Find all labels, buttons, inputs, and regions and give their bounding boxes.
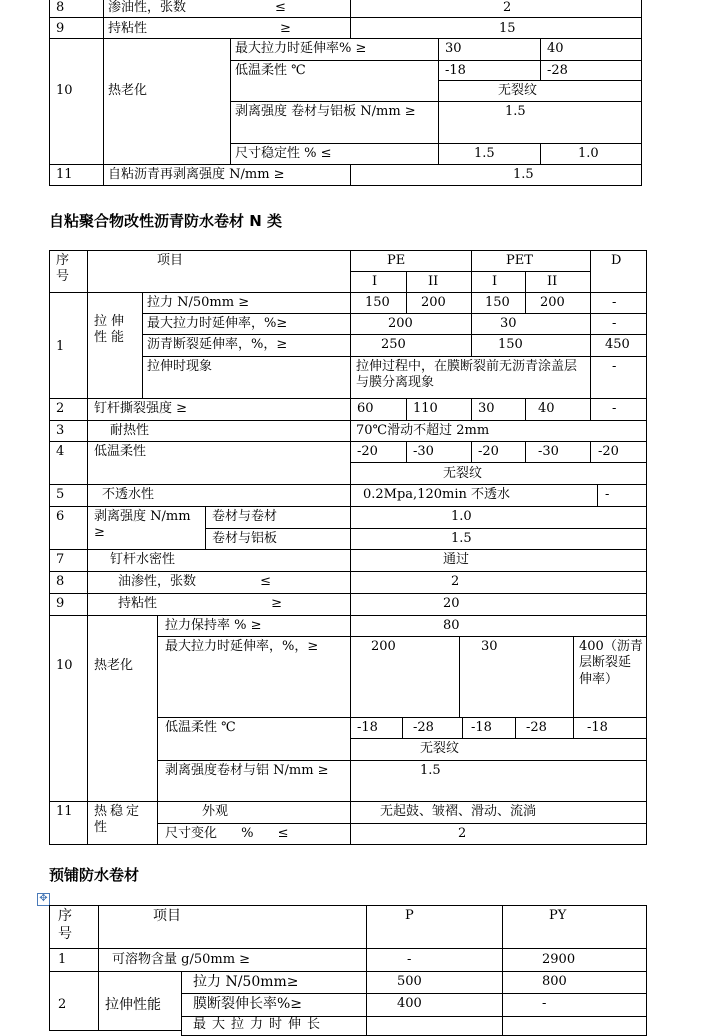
header-item: 项目	[153, 908, 181, 924]
row-no: 10	[56, 83, 73, 98]
value: -	[612, 316, 617, 331]
table-cell	[471, 313, 591, 335]
value: 110	[413, 401, 438, 416]
value: 250	[381, 337, 406, 352]
header-item: 项目	[157, 253, 184, 268]
value: 200	[388, 316, 413, 331]
table-move-handle-icon[interactable]: ✥	[37, 893, 50, 906]
sub-label: 最大拉力时伸长	[193, 1017, 327, 1032]
header-d: D	[611, 253, 622, 268]
header-no: 序号	[56, 253, 70, 285]
row-sym: ≤	[275, 0, 286, 15]
value: -20	[478, 444, 499, 459]
table-cell	[49, 593, 88, 616]
row-label: 不透水性	[102, 487, 155, 502]
table-cell	[350, 334, 472, 357]
value: 20	[443, 596, 460, 611]
table-cell	[49, 571, 88, 594]
row-no: 10	[56, 658, 73, 673]
value: -18	[471, 720, 492, 735]
value: 200	[371, 639, 396, 654]
table-cell	[350, 164, 642, 186]
sub-note: 无裂纹	[498, 83, 538, 98]
value: 500	[397, 974, 422, 989]
value: 1.0	[451, 509, 472, 524]
sub-label: 拉力 N/50mm≥	[193, 974, 299, 990]
sub-label: 最大拉力时延伸率，%，≥	[165, 639, 319, 654]
row-no: 8	[56, 574, 65, 589]
table-cell	[573, 717, 647, 739]
table-cell	[49, 484, 88, 507]
sub-value: 1.5	[505, 104, 526, 119]
value: 400（沥青层断裂延伸率）	[579, 639, 643, 687]
table-cell	[87, 250, 351, 293]
sub-label: 低温柔性 ℃	[235, 63, 306, 78]
value: 30	[478, 401, 495, 416]
value: -	[542, 996, 547, 1011]
value: 30	[500, 316, 517, 331]
row-value: 1.5	[513, 167, 534, 182]
value: 无起鼓、皱褶、滑动、流淌	[380, 804, 537, 819]
row-group: 拉伸性能	[105, 997, 161, 1013]
table-cell	[438, 80, 642, 102]
sub-label: 剥离强度卷材与铝 N/mm ≥	[165, 763, 329, 778]
value: -18	[357, 720, 378, 735]
row-label: 低温柔性	[94, 444, 147, 459]
section-heading: 自粘聚合物改性沥青防水卷材 N 类	[49, 212, 282, 230]
row-group: 拉伸性能	[94, 314, 129, 346]
value: -	[612, 295, 617, 310]
table-cell	[350, 528, 647, 550]
row-value: 2	[503, 0, 512, 15]
row-label: 钉杆撕裂强度 ≥	[94, 401, 188, 416]
sub-label: 低温柔性 ℃	[165, 720, 236, 735]
header-pe: PE	[387, 253, 406, 268]
sub-v1: 1.5	[474, 146, 495, 161]
row-label: 剥离强度 N/mm ≥	[94, 509, 191, 541]
row-group: 热稳定性	[94, 804, 143, 836]
sub-v1: 30	[445, 41, 462, 56]
header-i: I	[492, 274, 498, 289]
row-no: 11	[56, 804, 73, 819]
table-cell	[525, 398, 591, 421]
value: -	[612, 359, 617, 374]
row-item: 自粘沥青再剥离强度 N/mm ≥	[108, 167, 285, 182]
header-py: PY	[549, 908, 567, 923]
table-cell	[366, 905, 503, 949]
value: 0.2Mpa,120min 不透水	[363, 487, 510, 502]
value: 80	[443, 618, 460, 633]
section-heading: 预铺防水卷材	[49, 866, 140, 884]
table-cell	[49, 506, 88, 550]
table-cell	[590, 292, 647, 314]
row-no: 6	[56, 509, 65, 524]
table-cell	[590, 356, 647, 399]
row-no: 1	[58, 952, 67, 967]
value: 30	[481, 639, 498, 654]
value: 200	[540, 295, 565, 310]
table-cell	[502, 905, 647, 949]
table-cell	[502, 993, 647, 1017]
value: 无裂纹	[420, 741, 460, 756]
row-no: 1	[56, 339, 65, 354]
header-ii: II	[547, 274, 558, 289]
row-group: 热老化	[94, 658, 134, 673]
row-label: 持粘性 ≥	[118, 596, 283, 611]
table-cell	[350, 506, 647, 529]
table-cell	[49, 292, 88, 399]
value: 70℃滑动不超过 2mm	[356, 423, 490, 438]
row-sym: ≥	[280, 21, 291, 36]
row-no: 5	[56, 487, 65, 502]
value: 拉伸过程中，在膜断裂前无沥青涂盖层与膜分离现象	[356, 359, 578, 391]
table-cell	[350, 271, 407, 293]
header-ii: II	[428, 274, 439, 289]
table-cell	[502, 1016, 647, 1036]
sub-label: 最大拉力时延伸率，%≥	[147, 316, 288, 331]
sub-label: 拉力保持率 % ≥	[165, 618, 262, 633]
sub-label: 沥青断裂延伸率，%，≥	[147, 337, 288, 352]
value: -	[605, 487, 610, 502]
row-label: 油渗性，张数 ≤	[118, 574, 272, 589]
value: -	[407, 952, 412, 967]
value: 无裂纹	[443, 466, 483, 481]
table-cell	[471, 334, 591, 357]
value: 60	[357, 401, 374, 416]
value: 通过	[443, 552, 470, 567]
table-cell	[350, 823, 647, 845]
table-cell	[590, 313, 647, 335]
row-item: 持粘性	[108, 21, 148, 36]
table-cell	[49, 38, 104, 165]
value: -28	[526, 720, 547, 735]
table-cell	[438, 101, 642, 144]
value: -28	[413, 720, 434, 735]
sub-label: 拉伸时现象	[147, 359, 213, 374]
row-no: 2	[56, 401, 65, 416]
row-label: 耐热性	[110, 423, 150, 438]
table-cell	[49, 420, 88, 442]
row-no: 2	[58, 997, 67, 1012]
value: 2900	[542, 952, 576, 967]
sub-label: 卷材与卷材	[212, 509, 278, 524]
table-cell	[87, 615, 158, 802]
row-no: 9	[56, 596, 65, 611]
sub-v2: -28	[547, 63, 568, 78]
table-cell	[350, 760, 647, 802]
row-item: 渗油性，张数	[108, 0, 187, 15]
row-no: 7	[56, 552, 65, 567]
table-cell	[459, 636, 574, 718]
sub-label: 卷材与铝板	[212, 531, 278, 546]
table-cell	[366, 993, 503, 1017]
row-no: 4	[56, 444, 65, 459]
table-cell	[366, 948, 503, 972]
table-cell	[350, 0, 642, 18]
table-cell	[49, 549, 88, 572]
table-cell	[49, 971, 99, 1031]
table-cell	[366, 971, 503, 994]
value: 150	[485, 295, 510, 310]
sub-label: 尺寸稳定性 % ≤	[235, 146, 332, 161]
table-cell	[350, 17, 642, 39]
table-cell	[350, 593, 647, 616]
table-cell	[350, 549, 647, 572]
table-cell	[350, 615, 647, 637]
table-cell	[49, 398, 88, 421]
value: 800	[542, 974, 567, 989]
row-no: 3	[56, 423, 65, 438]
table-cell	[590, 398, 647, 421]
value: 1.5	[451, 531, 472, 546]
header-no: 序号	[58, 908, 72, 942]
sub-label: 尺寸变化 % ≤	[165, 826, 289, 841]
value: -20	[357, 444, 378, 459]
row-no: 9	[56, 21, 65, 36]
table-cell	[157, 801, 351, 824]
value: 2	[451, 574, 460, 589]
table-cell	[49, 948, 99, 972]
sub-v2: 1.0	[578, 146, 599, 161]
value: -30	[413, 444, 434, 459]
table-cell	[49, 615, 88, 802]
sub-label: 剥离强度 卷材与铝板 N/mm ≥	[235, 104, 416, 119]
value: 200	[421, 295, 446, 310]
table-cell	[366, 1016, 503, 1036]
row-item: 热老化	[108, 83, 148, 98]
value: -20	[598, 444, 619, 459]
table-cell	[471, 271, 526, 293]
header-p: P	[405, 908, 414, 923]
table-cell	[350, 571, 647, 594]
value: -18	[587, 720, 608, 735]
table-cell	[502, 971, 647, 994]
table-cell	[350, 636, 460, 718]
value: 40	[538, 401, 555, 416]
table-cell	[350, 250, 472, 272]
header-i: I	[372, 274, 378, 289]
row-label: 钉杆水密性	[110, 552, 176, 567]
table-cell	[350, 738, 647, 761]
sub-v1: -18	[445, 63, 466, 78]
row-label: 可溶物含量 g/50mm ≥	[112, 952, 251, 967]
row-no: 8	[56, 0, 65, 15]
value: -	[612, 401, 617, 416]
row-value: 15	[499, 21, 516, 36]
table-cell	[103, 38, 231, 165]
sub-label: 拉力 N/50mm ≥	[147, 295, 250, 310]
value: 2	[458, 826, 467, 841]
value: 150	[498, 337, 523, 352]
table-cell	[350, 462, 647, 485]
row-no: 11	[56, 167, 73, 182]
table-cell	[406, 271, 472, 293]
table-cell	[525, 271, 591, 293]
sub-label: 最大拉力时延伸率% ≥	[235, 41, 367, 56]
sub-v2: 40	[547, 41, 564, 56]
value: 400	[397, 996, 422, 1011]
header-pet: PET	[506, 253, 533, 268]
value: 450	[605, 337, 630, 352]
value: 1.5	[420, 763, 441, 778]
table-cell	[49, 441, 88, 485]
value: -30	[538, 444, 559, 459]
sub-label: 外观	[202, 804, 229, 819]
value: 150	[365, 295, 390, 310]
table-cell	[98, 905, 367, 949]
sub-label: 膜断裂伸长率%≥	[193, 996, 303, 1012]
